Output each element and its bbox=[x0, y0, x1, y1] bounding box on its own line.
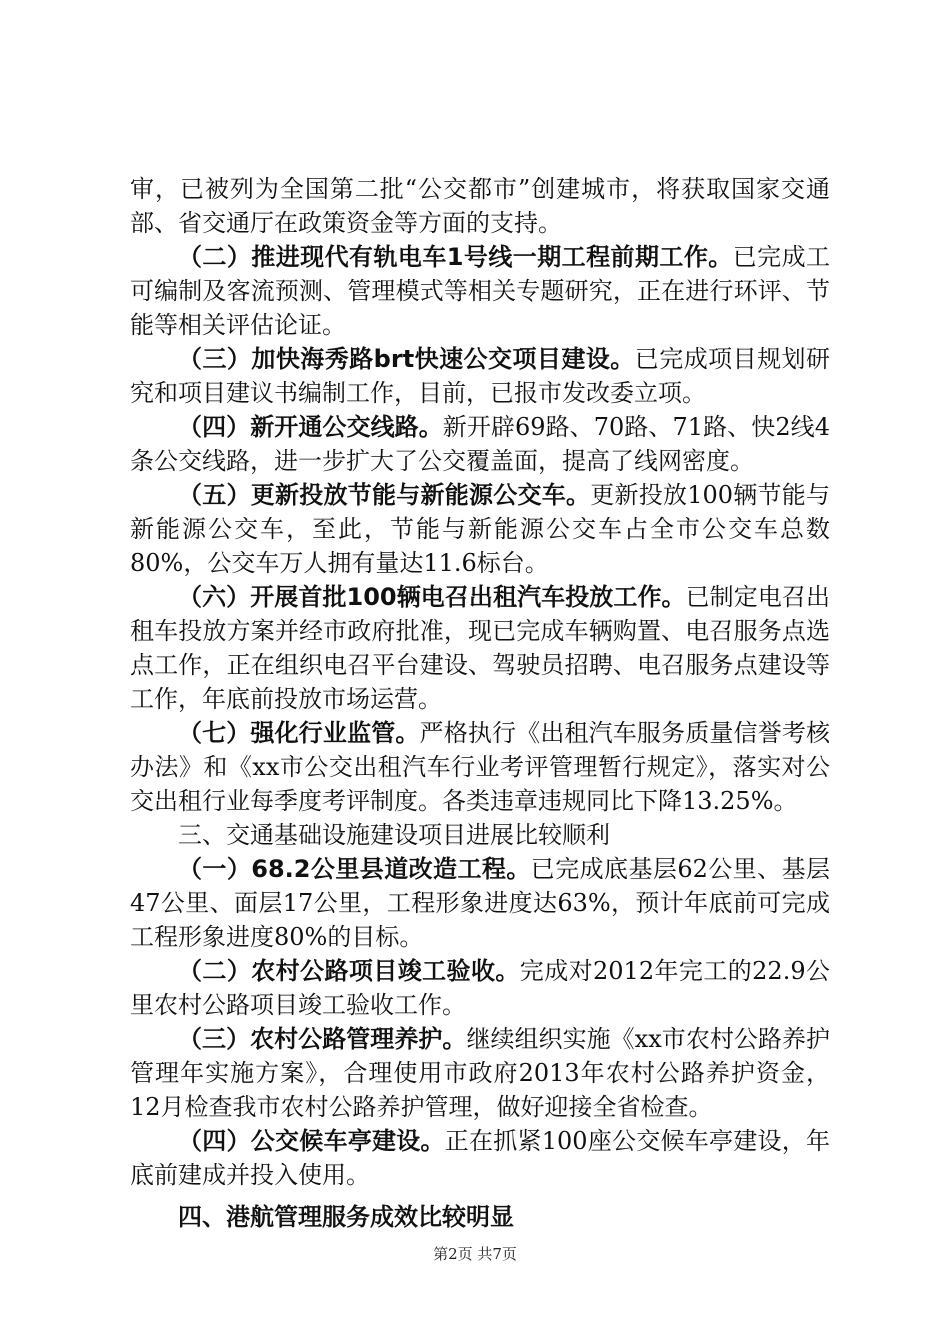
paragraph-rural-acceptance bbox=[130, 954, 830, 1022]
paragraph-new-energy-bus bbox=[130, 478, 830, 580]
paragraph-text: 已完成工可编制及客流预测、管理模式等相关专题研究，正在进行环评、节能等相关评估论证。 bbox=[130, 243, 831, 339]
paragraph-supervision bbox=[130, 716, 830, 818]
paragraph-taxi bbox=[130, 580, 830, 716]
paragraph-text: 更新投放100辆节能与新能源公交车，至此，节能与新能源公交车占全市公交车总数80%，公交车万人拥有量达11.6标台。 bbox=[130, 481, 831, 577]
paragraph-text: 严格执行《出租汽车服务质量信誉考核办法》和《xx市公交出租汽车行业考评管理暂行规定》，落实对公交出租行业每季度考评制度。各类违章违规同比下降13.25%。 bbox=[130, 719, 831, 815]
paragraph-lead: （六）开展首批100辆电召出租汽车投放工作。 bbox=[178, 583, 686, 611]
paragraph-rural-maintenance bbox=[130, 1022, 830, 1124]
paragraph-text: 审，已被列为全国第二批“公交都市”创建城市，将获取国家交通部、省交通厅在政策资金等方面的支持。 bbox=[130, 175, 830, 237]
paragraph-lead: （三）农村公路管理养护。 bbox=[178, 1025, 467, 1053]
paragraph-county-road bbox=[130, 852, 830, 954]
paragraph-text: 新开辟69路、70路、71路、快2线4条公交线路，进一步扩大了公交覆盖面，提高了线网密度。 bbox=[130, 413, 831, 475]
paragraph-lead: （二）农村公路项目竣工验收。 bbox=[178, 957, 520, 985]
paragraph-lead: （四）公交候车亭建设。 bbox=[178, 1127, 445, 1155]
paragraph-lead: （五）更新投放节能与新能源公交车。 bbox=[178, 481, 591, 509]
paragraph-lead: （二）推进现代有轨电车1号线一期工程前期工作。 bbox=[178, 243, 733, 271]
paragraph-text: 已完成底基层62公里、基层47公里、面层17公里，工程形象进度达63%，预计年底前可完成工程形象进度80%的目标。 bbox=[130, 855, 830, 951]
page-number-footer: 第2页 共7页 bbox=[433, 1245, 517, 1263]
paragraph-lead: （三）加快海秀路brt快速公交项目建设。 bbox=[178, 345, 635, 373]
paragraph-text: 继续组织实施《xx市农村公路养护管理年实施方案》，合理使用市政府2013年农村公路养护资金，12月检查我市农村公路养护管理，做好迎接全省检查。 bbox=[130, 1025, 831, 1121]
paragraph-tram-line bbox=[130, 240, 830, 342]
paragraph-bus-routes bbox=[130, 410, 830, 478]
document-body bbox=[130, 172, 830, 1234]
paragraph-continued bbox=[130, 172, 830, 240]
paragraph-lead: （四）新开通公交线路。 bbox=[178, 413, 443, 441]
paragraph-text: 已完成项目规划研究和项目建议书编制工作，目前，已报市发改委立项。 bbox=[130, 345, 831, 407]
section-heading-4: 四、港航管理服务成效比较明显 bbox=[178, 1203, 514, 1231]
paragraph-brt bbox=[130, 342, 830, 410]
paragraph-text: 正在抓紧100座公交候车亭建设，年底前建成并投入使用。 bbox=[130, 1127, 831, 1189]
paragraph-text: 完成对2012年完工的22.9公里农村公路项目竣工验收工作。 bbox=[130, 957, 831, 1019]
paragraph-lead: （七）强化行业监管。 bbox=[178, 719, 420, 747]
paragraph-text: 已制定电召出租车投放方案并经市政府批准，现已完成车辆购置、电召服务点选点工作，正在组织电召平台建设、驾驶员招聘、电召服务点建设等工作，年底前投放市场运营。 bbox=[130, 583, 830, 713]
paragraph-lead: （一）68.2公里县道改造工程。 bbox=[178, 855, 531, 883]
section-heading-3: 三、交通基础设施建设项目进展比较顺利 bbox=[178, 821, 610, 849]
paragraph-bus-shelter bbox=[130, 1124, 830, 1192]
